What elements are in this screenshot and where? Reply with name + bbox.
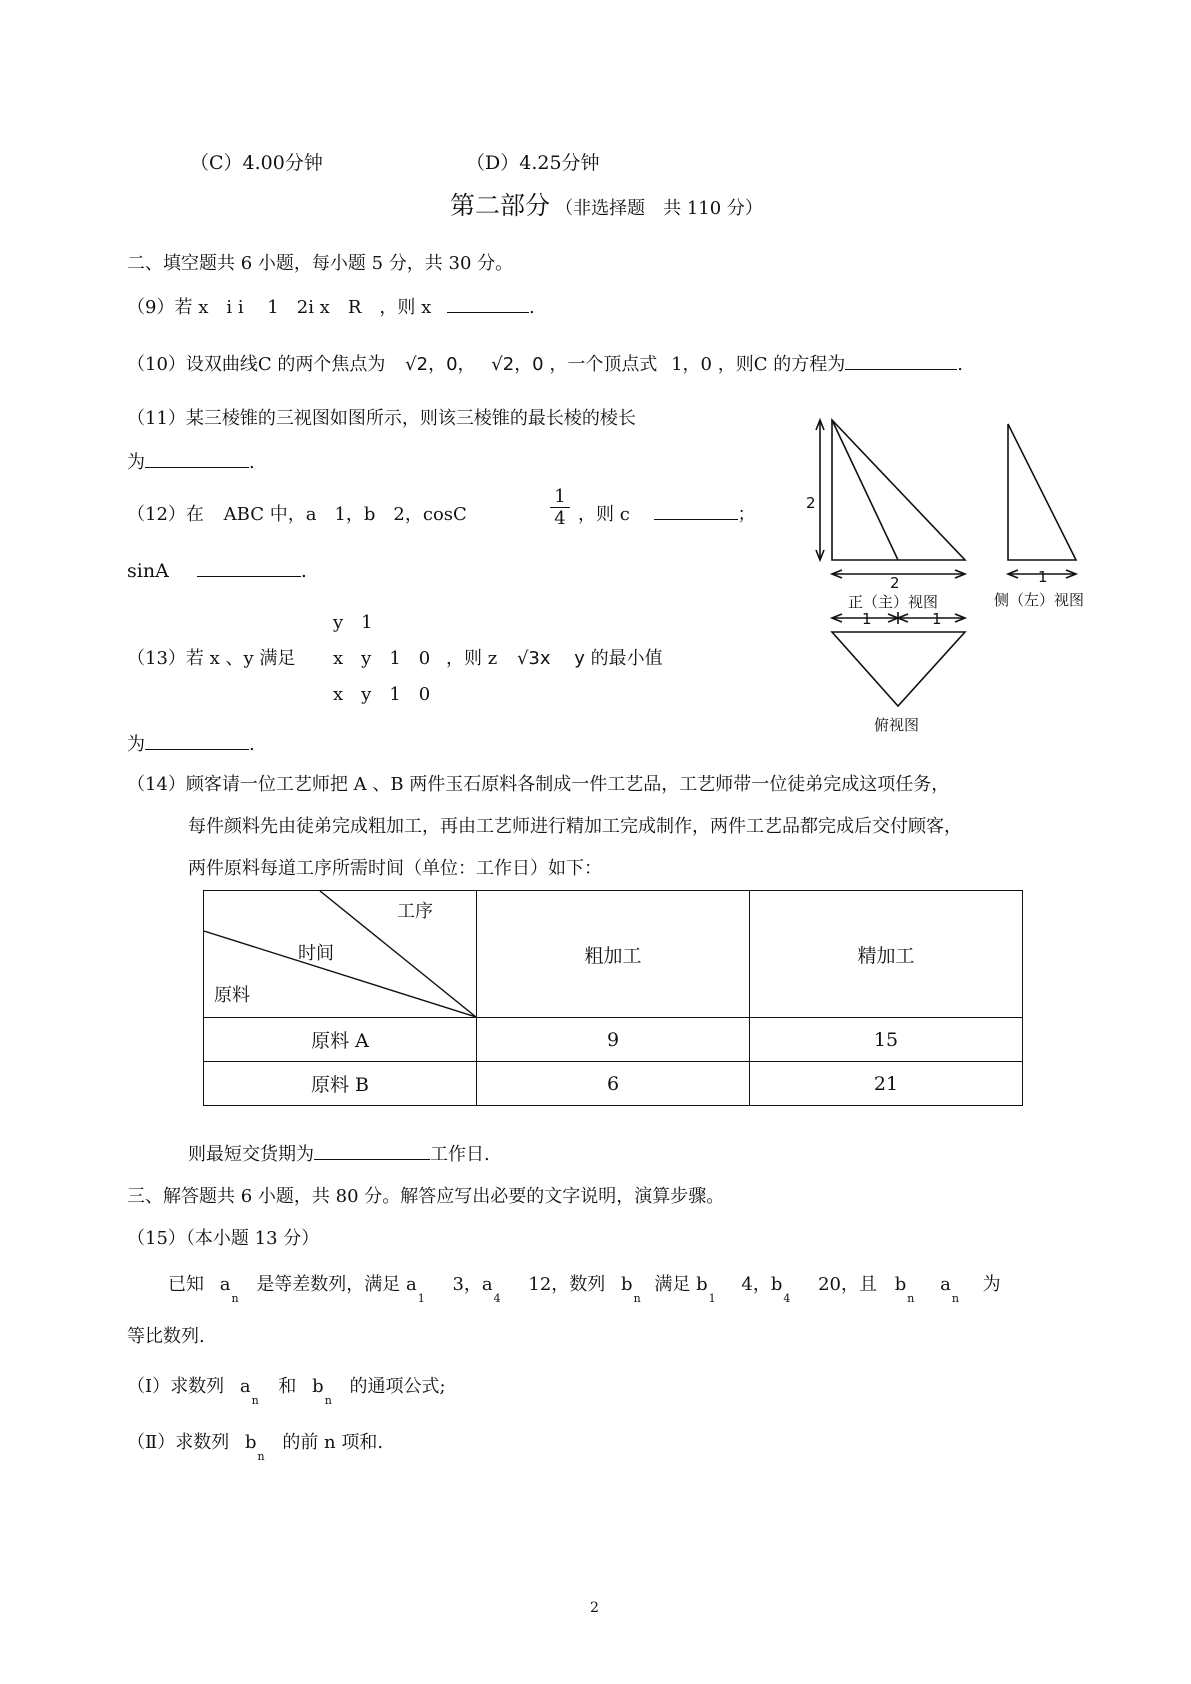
part2-title: 第二部分 (450, 191, 551, 220)
option-d-value: 4.25分钟 (519, 152, 600, 174)
q15-p1-a: （Ⅰ）求数列 (127, 1376, 225, 1397)
q15-l1-e: 满足 b (654, 1274, 708, 1295)
option-c-value: 4.00分钟 (242, 152, 323, 174)
option-c (190, 148, 323, 175)
q10-text3: ，则 (717, 354, 754, 375)
front-width-label: 2 (890, 574, 900, 592)
q10-text1: 的两个焦点为 (277, 354, 386, 375)
q11-answer-blank (145, 449, 249, 468)
q10-c2: C (753, 354, 768, 375)
q12-sina: sinA (127, 560, 169, 582)
q12-abc: ABC (223, 504, 264, 525)
table-diagonal-header (204, 891, 477, 1018)
q13-constraint-1: y 1 (333, 612, 373, 633)
option-d-label: （D） (466, 152, 520, 174)
diag-label-process: 工序 (397, 901, 433, 922)
q12-num: （12）在 (127, 504, 204, 525)
q15-p1-b: 和 (278, 1376, 297, 1397)
top-view-label: 俯视图 (874, 716, 920, 734)
q9-expr: x i i 1 2i x R ，则 x (198, 297, 432, 318)
q10-c: C (257, 354, 272, 375)
header-rough: 粗加工 (477, 891, 750, 1018)
table-row (204, 1018, 1023, 1062)
q13-expr: √3x y 的最小值 (516, 648, 663, 669)
side-view-outline (1008, 424, 1076, 560)
q14-answer-pre: 则最短交货期为 (188, 1144, 314, 1165)
q10-text2: ，一个顶点式 (549, 354, 658, 375)
q15-l1-d: 12，数列 (528, 1274, 606, 1295)
option-d (466, 148, 600, 175)
q14-answer (188, 1140, 490, 1166)
q10-focus1: √2，0 (405, 354, 458, 375)
q12-sina-blank (197, 558, 301, 577)
q9-num: （9）若 (127, 297, 193, 318)
q13-constraint-3: x y 1 0 (333, 684, 431, 705)
row-b-rough: 6 (477, 1062, 750, 1106)
q12-tail: ，则 c (578, 504, 630, 525)
table-row (204, 1062, 1023, 1106)
q15-l1-b: 是等差数列，满足 a (256, 1274, 417, 1295)
q12-frac-den: 4 (550, 507, 570, 530)
diag-label-time: 时间 (298, 943, 334, 964)
q15-p1-c: 的通项公式; (349, 1376, 446, 1397)
question-12 (127, 500, 467, 526)
front-height-label: 2 (806, 494, 816, 512)
row-a-rough: 9 (477, 1018, 750, 1062)
q10-num: （10）设双曲线 (127, 354, 258, 375)
q12-frac-num: 1 (554, 486, 566, 507)
row-b-label: 原料 B (204, 1062, 477, 1106)
part2-heading (450, 186, 763, 222)
q13-then: ，则 z (446, 648, 498, 669)
question-11: （11）某三棱锥的三视图如图所示，则该三棱锥的最长棱的棱长 (127, 408, 636, 429)
q15-part1: （Ⅰ）求数列 $a_n$ 和 $b_n$ 的通项公式; (127, 1376, 446, 1407)
q9-answer-blank (447, 294, 529, 313)
q13-objective (446, 644, 663, 670)
q12-mid: 中，a 1，b 2，cosC (269, 504, 467, 525)
row-a-label: 原料 A (204, 1018, 477, 1062)
q10-answer-blank (845, 351, 957, 370)
question-9: （9）若 x i i 1 2i x R ，则 x . (127, 293, 535, 319)
q11-tail: 为 (127, 452, 145, 473)
q15-title: （15）（本小题 13 分） (127, 1228, 320, 1249)
q10-focus2: √2，0 (491, 354, 544, 375)
q13-answer-blank (145, 731, 249, 750)
option-c-label: （C） (190, 152, 243, 174)
side-view-label: 侧（左）视图 (994, 591, 1085, 609)
table-header-row (204, 891, 1023, 1018)
q10-vertex: 1，0 (671, 354, 713, 375)
q13-num: （13）若 x 、y 满足 (127, 648, 296, 669)
part2-subtitle: （非选择题 共 110 分） (555, 198, 763, 219)
q15-p2-a: （Ⅱ）求数列 (127, 1432, 230, 1453)
q14-line2: 每件颜料先由徒弟完成粗加工，再由工艺师进行精加工完成制作，两件工艺品都完成后交付顾客， (188, 816, 962, 837)
q15-line2: 等比数列. (127, 1326, 205, 1347)
row-b-fine: 21 (750, 1062, 1023, 1106)
question-12-sina: sinA . (127, 560, 307, 582)
front-view-label: 正（主）视图 (848, 593, 939, 611)
question-13-tail: 为 . (127, 730, 255, 756)
section2-heading: 二、填空题共 6 小题，每小题 5 分，共 30 分。 (127, 253, 514, 274)
q15-l1-h: 为 (982, 1274, 1001, 1295)
front-view-outline (832, 420, 965, 560)
q15-line1: 已知 $a_n$ 是等差数列，满足 $a_1$ 3，$a_4$ 12，数列 $b_n$ 满足 $b_1$ 4，$b_4$ 20，且 $b_n$ $a_n$ 为 (168, 1274, 1001, 1305)
three-view-figure (800, 410, 1100, 730)
page-number: 2 (590, 1600, 599, 1616)
q12-c-blank (654, 501, 738, 520)
q10-text4: 的方程为 (773, 354, 846, 375)
header-fine: 精加工 (750, 891, 1023, 1018)
q14-line1: （14）顾客请一位工艺师把 A 、B 两件玉石原料各制成一件工艺品，工艺师带一位徒弟完成这项任务， (127, 774, 950, 795)
q14-line3: 两件原料每道工序所需时间（单位：工作日）如下： (188, 858, 602, 879)
row-a-fine: 15 (750, 1018, 1023, 1062)
top-view-outline (832, 632, 965, 706)
question-12-tail: ，则 c ； (578, 500, 756, 526)
q15-p2-b: 的前 n 项和. (282, 1432, 384, 1453)
q14-answer-blank (314, 1141, 430, 1160)
question-13 (127, 644, 295, 670)
q15-l1-f: 4，b (741, 1274, 783, 1295)
process-time-table (203, 890, 1023, 1106)
q13-constraint-2: x y 1 0 (333, 648, 431, 669)
q12-fraction (550, 486, 570, 530)
q14-answer-post: 工作日. (430, 1144, 490, 1165)
section3-heading: 三、解答题共 6 小题，共 80 分。解答应写出必要的文字说明，演算步骤。 (127, 1186, 725, 1207)
q15-l1-c: 3，a (452, 1274, 493, 1295)
question-10: （10）设双曲线C 的两个焦点为 √2，0， √2，0 ，一个顶点式 1，0 ，则C 的方程为 . (127, 350, 963, 376)
q13-tail: 为 (127, 734, 145, 755)
top-width-label-2: 1 (932, 610, 942, 628)
diag-label-material: 原料 (214, 985, 250, 1006)
side-width-label: 1 (1038, 568, 1048, 586)
q15-part2: （Ⅱ）求数列 $b_n$ 的前 n 项和. (127, 1432, 384, 1463)
question-11-tail: 为 . (127, 448, 255, 474)
q15-l1-g: 20，且 (818, 1274, 878, 1295)
q15-l1-a: 已知 (168, 1274, 204, 1295)
top-width-label-1: 1 (862, 610, 872, 628)
front-view-inner-edge (832, 420, 898, 560)
